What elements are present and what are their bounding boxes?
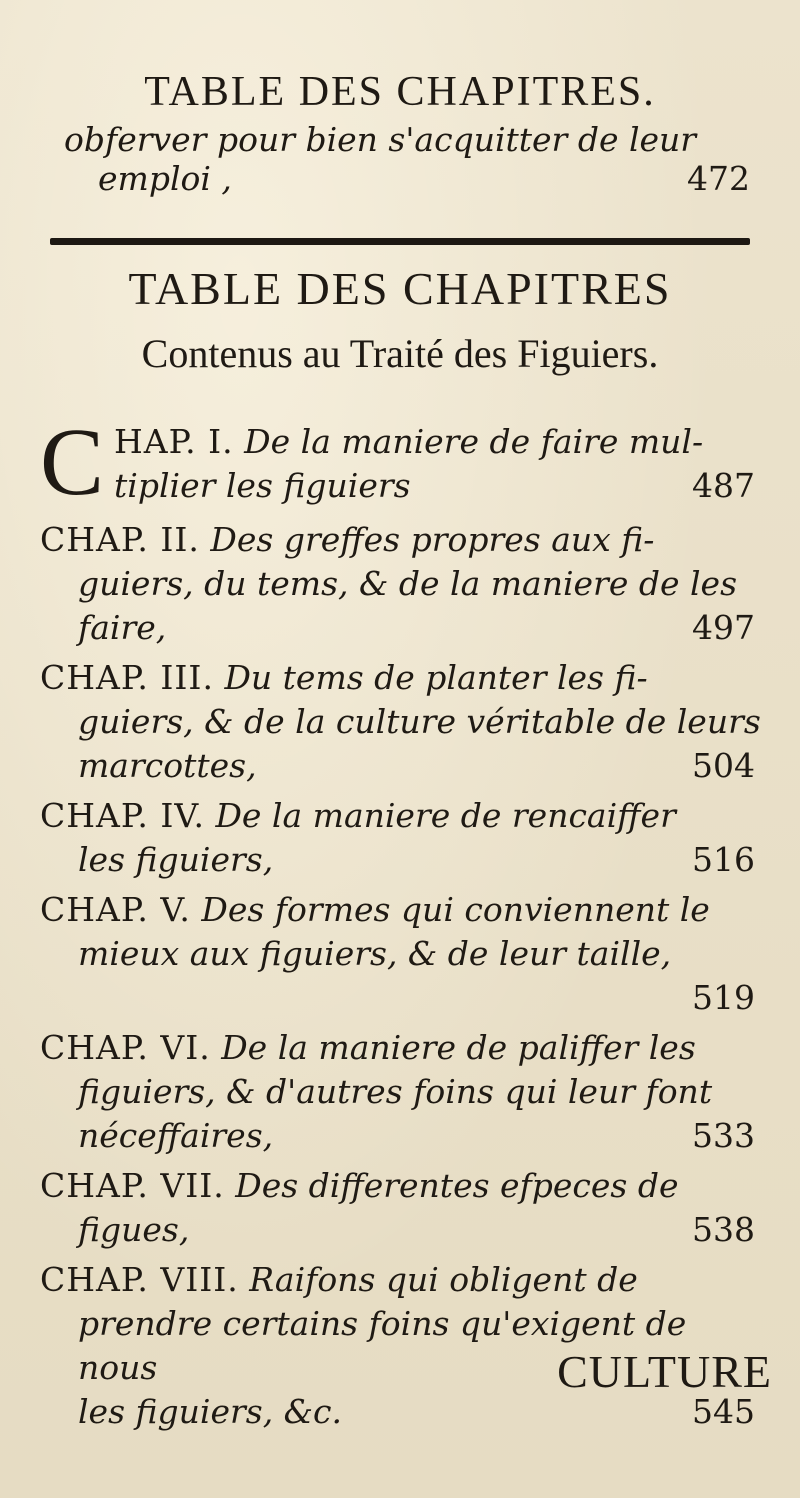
chapter-title-line: Des formes qui conviennent le (201, 890, 710, 929)
chapter-number: CHAP. VIII. (40, 1260, 239, 1299)
header-rule (50, 238, 750, 245)
chapter-title-line: néceffaires, (78, 1116, 274, 1155)
chapter-number: CHAP. III. (40, 658, 214, 697)
chapter-number: CHAP. IV. (40, 796, 205, 835)
chapter-title-line: De la maniere de paliffer les (221, 1028, 696, 1067)
chapter-number: HAP. I. (114, 422, 234, 461)
page-subtitle: Contenus au Traité des Figuiers. (141, 331, 659, 376)
chapter-title-line: Raifons qui obligent de (249, 1260, 638, 1299)
chapter-page: 533 (692, 1116, 755, 1155)
chapter-title-line: De la maniere de rencaiffer (215, 796, 676, 835)
chapter-title-line: De la maniere de faire mul- (244, 422, 704, 461)
chapter-number: CHAP. VI. (40, 1028, 211, 1067)
chapter-page: 497 (692, 608, 755, 647)
running-head: TABLE DES CHAPITRES. (144, 69, 656, 115)
chapter-page: 538 (692, 1210, 755, 1249)
chapter-title-line: les figuiers, &c. (78, 1392, 343, 1431)
drop-cap: C (40, 408, 105, 515)
table-of-contents (40, 408, 775, 1440)
chapter-number: CHAP. VII. (40, 1166, 225, 1205)
chapter-title-line: tiplier les figuiers (114, 466, 411, 505)
chapter-title-line: les figuiers, (78, 840, 274, 879)
chapter-title-line: figuiers, & d'autres foins qui leur font (78, 1072, 713, 1111)
toc-entry-7 (40, 1164, 775, 1252)
chapter-number: CHAP. V. (40, 890, 191, 929)
chapter-title-line (40, 976, 775, 1020)
chapter-title-line: Des greffes propres aux fi- (210, 520, 655, 559)
chapter-number: CHAP. II. (40, 520, 200, 559)
previous-entry-line2 (50, 159, 790, 198)
chapter-title-line: faire, (78, 608, 167, 647)
chapter-title-line: Des differentes efpeces de (235, 1166, 679, 1205)
toc-entry-3 (40, 656, 775, 788)
toc-entry-2 (40, 518, 775, 650)
toc-entry-5 (40, 888, 775, 1020)
chapter-title-line: guiers, & de la culture véritable de leurs (78, 702, 761, 741)
chapter-title-line: Du tems de planter les fi- (224, 658, 648, 697)
chapter-title-line: prendre certains foins qu'exigent de nous (78, 1304, 687, 1387)
chapter-title-line: guiers, du tems, & de la maniere de les (78, 564, 738, 603)
chapter-title-line: mieux aux figuiers, & de leur taille, (78, 934, 672, 973)
chapter-title-line: figues, (78, 1210, 190, 1249)
chapter-page: 516 (692, 840, 755, 879)
previous-entry-line1: obferver pour bien s'acquitter de leur (64, 120, 697, 159)
catchword: CULTURE (557, 1346, 772, 1397)
toc-entry-1 (40, 408, 775, 515)
page-title: TABLE DES CHAPITRES (128, 263, 672, 314)
previous-entry-page: 472 (687, 159, 750, 198)
chapter-page: 504 (692, 746, 755, 785)
chapter-page: 487 (692, 466, 755, 505)
toc-entry-4 (40, 794, 775, 882)
chapter-page: 545 (692, 1392, 755, 1431)
previous-entry (50, 120, 790, 198)
chapter-title-line: marcottes, (78, 746, 257, 785)
chapter-page: 519 (692, 978, 755, 1017)
toc-entry-6 (40, 1026, 775, 1158)
previous-entry-line2-text: emploi , (98, 159, 232, 198)
